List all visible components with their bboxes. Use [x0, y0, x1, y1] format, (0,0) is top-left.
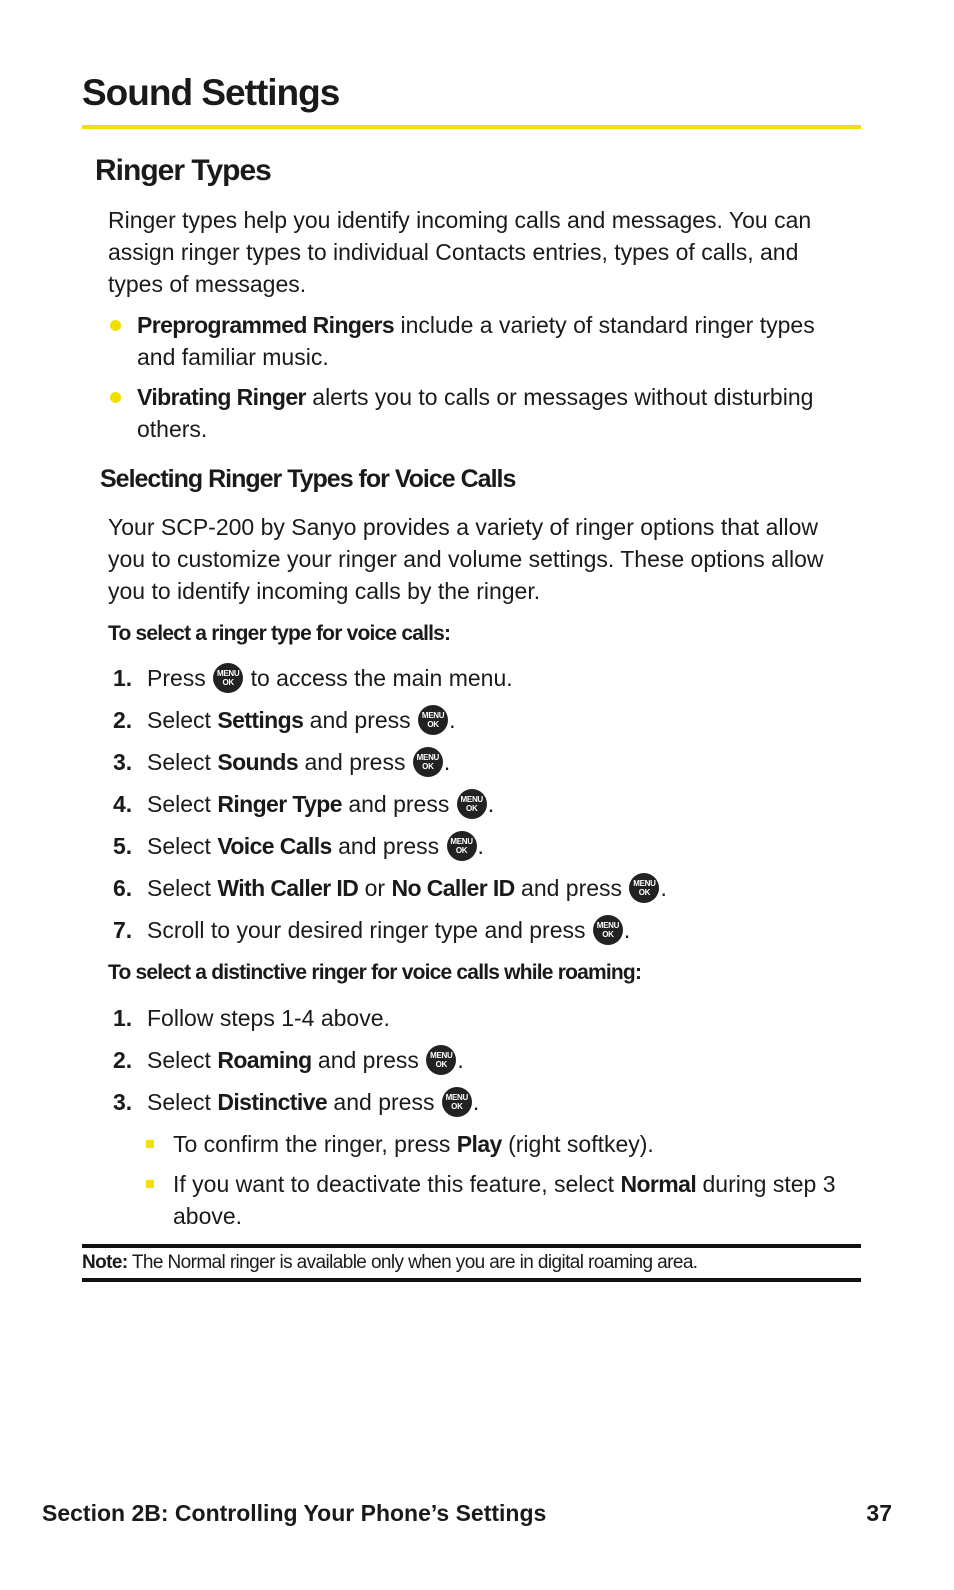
step-term: No Caller ID — [391, 875, 515, 901]
section-heading: Ringer Types — [95, 154, 271, 187]
step-text: . — [449, 707, 456, 733]
list-item — [146, 1168, 846, 1232]
step-term: Roaming — [217, 1047, 312, 1073]
roaming-sub-bullets — [146, 1128, 846, 1240]
step-number: 7. — [113, 917, 133, 943]
list-item — [108, 309, 853, 373]
step-item — [108, 746, 853, 788]
step-text: and press — [298, 749, 412, 775]
step-text: and press — [341, 791, 456, 817]
bullet-text: (right softkey). — [501, 1131, 654, 1157]
step-text: Follow steps 1-4 above. — [147, 1005, 390, 1031]
step-term: Ringer Type — [217, 791, 342, 817]
step-text: or — [358, 875, 392, 901]
sub-heading: Selecting Ringer Types for Voice Calls — [100, 465, 516, 493]
step-number: 2. — [113, 707, 133, 733]
menu-ok-key-icon: MENU OK — [447, 831, 477, 861]
step-item — [108, 914, 853, 956]
step-text: Select — [147, 833, 218, 859]
step-text: Press — [147, 665, 213, 691]
step-item — [108, 788, 853, 830]
step-item — [108, 1044, 853, 1086]
bullet-term: Play — [456, 1131, 502, 1157]
step-text: . — [487, 791, 495, 817]
roaming-procedure-heading: To select a distinctive ringer for voice calls while roaming: — [108, 961, 642, 984]
note-body: The Normal ringer is available only when you are in digital roaming area. — [127, 1252, 698, 1273]
step-term: Settings — [217, 707, 304, 733]
step-text: Select — [147, 707, 218, 733]
step-text: Select — [147, 791, 218, 817]
step-text: and press — [514, 875, 629, 901]
bullet-term: Preprogrammed Ringers — [137, 312, 395, 338]
list-item — [146, 1128, 846, 1160]
step-text: . — [443, 749, 451, 775]
ringer-bullet-list — [108, 309, 853, 453]
note-box — [82, 1244, 861, 1282]
bullet-text: To confirm the ringer, press — [173, 1131, 457, 1157]
step-item — [108, 662, 853, 704]
step-item — [108, 1086, 853, 1128]
sub-intro-paragraph: Your SCP-200 by Sanyo provides a variety of ringer options that allow you to customize your ringer and volume settings. These options allow you to identify incoming calls by the ringer. — [108, 514, 824, 604]
menu-ok-key-icon: MENU OK — [457, 789, 487, 819]
page-number: 37 — [866, 1500, 892, 1526]
menu-ok-key-icon: MENU OK — [213, 663, 243, 693]
step-text: . — [623, 917, 631, 943]
step-item — [108, 704, 853, 746]
step-number: 6. — [113, 875, 133, 901]
step-text: and press — [327, 1089, 441, 1115]
step-term: Voice Calls — [217, 833, 332, 859]
note-label: Note: — [82, 1252, 128, 1273]
menu-ok-key-icon: MENU OK — [593, 915, 623, 945]
menu-ok-key-icon: MENU OK — [426, 1045, 456, 1075]
procedure-steps — [108, 662, 853, 956]
step-number: 5. — [113, 833, 133, 859]
roaming-procedure-steps — [108, 1002, 853, 1128]
intro-paragraph: Ringer types help you identify incoming calls and messages. You can assign ringer types to individual Contacts entries, types of calls, and types of messages. — [108, 207, 812, 297]
step-term: Distinctive — [217, 1089, 328, 1115]
bullet-term: Vibrating Ringer — [137, 384, 306, 410]
step-text: Select — [147, 1047, 218, 1073]
menu-ok-key-icon: MENU OK — [418, 705, 448, 735]
step-text: to access the main menu. — [244, 665, 513, 691]
bullet-text: during step 3 above. — [173, 1171, 836, 1229]
bullet-dot-icon — [110, 392, 121, 403]
step-number: 3. — [113, 749, 133, 775]
step-number: 4. — [113, 791, 133, 817]
step-item — [108, 872, 853, 914]
square-bullet-icon — [146, 1180, 154, 1188]
step-number: 1. — [113, 1005, 133, 1031]
step-text: Select — [147, 749, 218, 775]
step-text: and press — [303, 707, 418, 733]
note-text — [82, 1252, 697, 1274]
page-title: Sound Settings — [82, 72, 340, 113]
step-text: Scroll to your desired ringer type and press — [147, 917, 592, 943]
step-item — [108, 830, 853, 872]
step-text: Select — [147, 875, 218, 901]
step-number: 2. — [113, 1047, 133, 1073]
menu-ok-key-icon: MENU OK — [629, 873, 659, 903]
menu-ok-key-icon: MENU OK — [442, 1087, 472, 1117]
list-item — [108, 381, 853, 445]
step-text: . — [472, 1089, 480, 1115]
step-text: . — [457, 1047, 464, 1073]
bullet-text: If you want to deactivate this feature, select — [173, 1171, 621, 1197]
step-text: and press — [331, 833, 446, 859]
menu-ok-key-icon: MENU OK — [413, 747, 443, 777]
bullet-text: alerts you to calls or messages without disturbing others. — [137, 384, 814, 442]
step-term: Sounds — [217, 749, 299, 775]
step-text: . — [660, 875, 667, 901]
footer-section-title: Section 2B: Controlling Your Phone’s Settings — [42, 1500, 547, 1526]
title-rule — [82, 125, 861, 129]
step-term: With Caller ID — [217, 875, 359, 901]
bullet-term: Normal — [620, 1171, 697, 1197]
step-text: . — [477, 833, 484, 859]
bullet-dot-icon — [110, 320, 121, 331]
procedure-heading: To select a ringer type for voice calls: — [108, 622, 451, 645]
step-number: 1. — [113, 665, 133, 691]
bullet-text: include a variety of standard ringer types and familiar music. — [137, 312, 815, 370]
step-number: 3. — [113, 1089, 133, 1115]
step-text: and press — [311, 1047, 426, 1073]
step-text: Select — [147, 1089, 218, 1115]
square-bullet-icon — [146, 1140, 154, 1148]
step-item — [108, 1002, 853, 1044]
